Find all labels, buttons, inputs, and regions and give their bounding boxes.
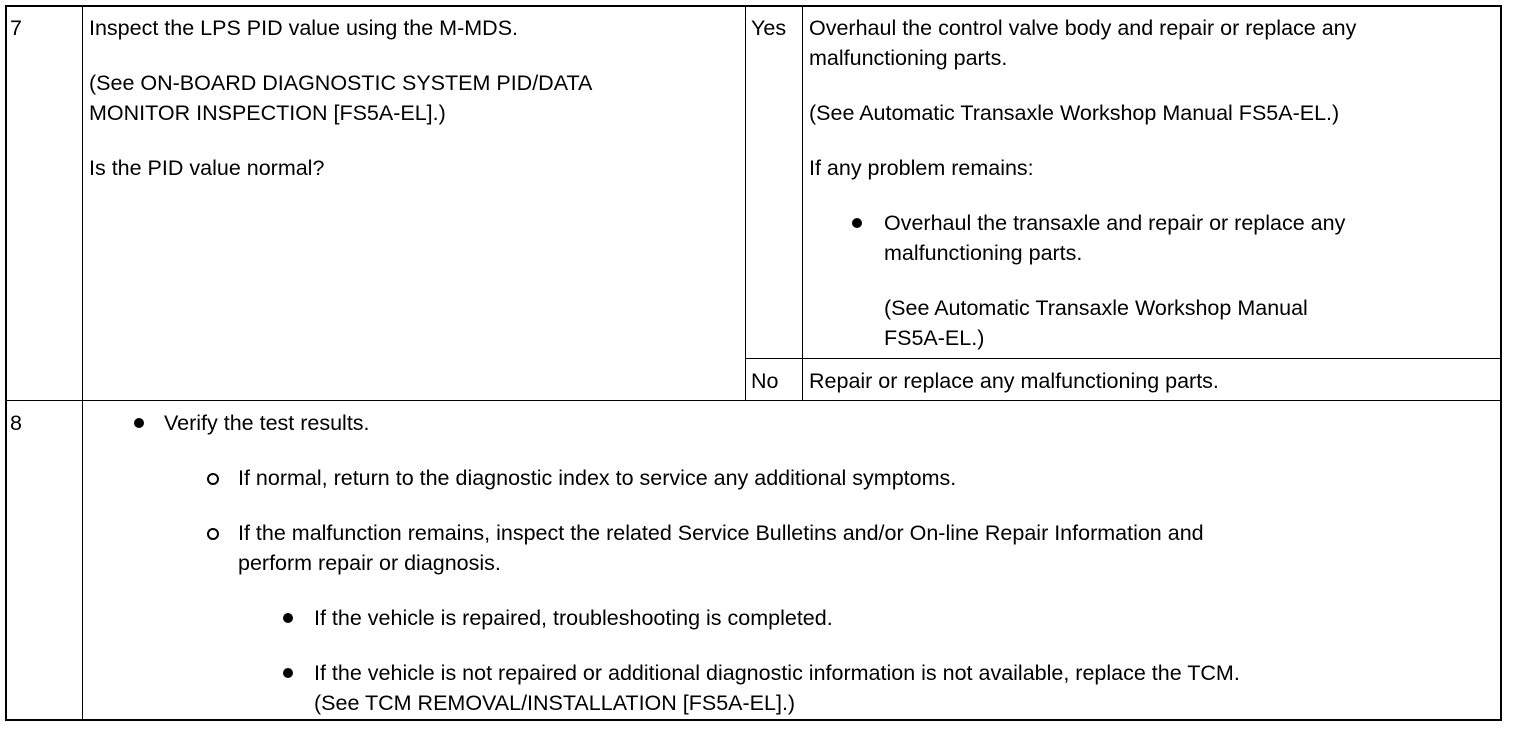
action-question: Is the PID value normal? xyxy=(89,156,325,180)
bullet-ring-icon xyxy=(207,528,219,540)
if-normal: If normal, return to the diagnostic index to service any additional symptoms. xyxy=(238,466,957,490)
verify-results: Verify the test results. xyxy=(164,411,370,435)
if-not-repaired-line1: If the vehicle is not repaired or additional diagnostic information is not available, replace the TCM. xyxy=(314,661,1240,685)
bullet-icon xyxy=(283,668,293,678)
column-divider-result xyxy=(802,6,803,400)
yes-result-line2: malfunctioning parts. xyxy=(809,46,1008,70)
row-divider-yes-no xyxy=(745,358,1501,359)
yes-bullet-line2: malfunctioning parts. xyxy=(884,241,1083,265)
bullet-icon xyxy=(283,613,293,623)
column-divider-action xyxy=(745,6,746,400)
yes-bullet-line1: Overhaul the transaxle and repair or replace any xyxy=(884,211,1346,235)
yes-bullet-reference-line2: FS5A-EL.) xyxy=(884,326,985,350)
no-result: Repair or replace any malfunctioning parts. xyxy=(809,369,1219,393)
if-not-repaired-line2: (See TCM REMOVAL/INSTALLATION [FS5A-EL].) xyxy=(314,691,796,715)
action-reference-line1: (See ON-BOARD DIAGNOSTIC SYSTEM PID/DATA xyxy=(89,71,593,95)
no-label: No xyxy=(751,369,779,393)
step-number-7: 7 xyxy=(10,16,22,40)
action-instruction: Inspect the LPS PID value using the M-MDS. xyxy=(89,16,519,40)
yes-problem-remains: If any problem remains: xyxy=(809,156,1034,180)
if-malfunction-remains-line1: If the malfunction remains, inspect the related Service Bulletins and/or On-line Repair Information and xyxy=(238,521,1204,545)
action-reference-line2: MONITOR INSPECTION [FS5A-EL].) xyxy=(89,101,446,125)
bullet-icon xyxy=(134,418,144,428)
if-malfunction-remains-line2: perform repair or diagnosis. xyxy=(238,551,501,575)
step-number-8: 8 xyxy=(10,411,22,435)
if-repaired: If the vehicle is repaired, troubleshooting is completed. xyxy=(314,606,833,630)
row-divider-step xyxy=(6,400,1501,401)
yes-bullet-reference-line1: (See Automatic Transaxle Workshop Manual xyxy=(884,296,1308,320)
yes-result-reference: (See Automatic Transaxle Workshop Manual FS5A-EL.) xyxy=(809,101,1340,125)
bullet-icon xyxy=(852,218,862,228)
column-divider-step xyxy=(82,6,83,721)
bullet-ring-icon xyxy=(207,473,219,485)
yes-label: Yes xyxy=(751,16,787,40)
yes-result-line1: Overhaul the control valve body and repair or replace any xyxy=(809,16,1357,40)
